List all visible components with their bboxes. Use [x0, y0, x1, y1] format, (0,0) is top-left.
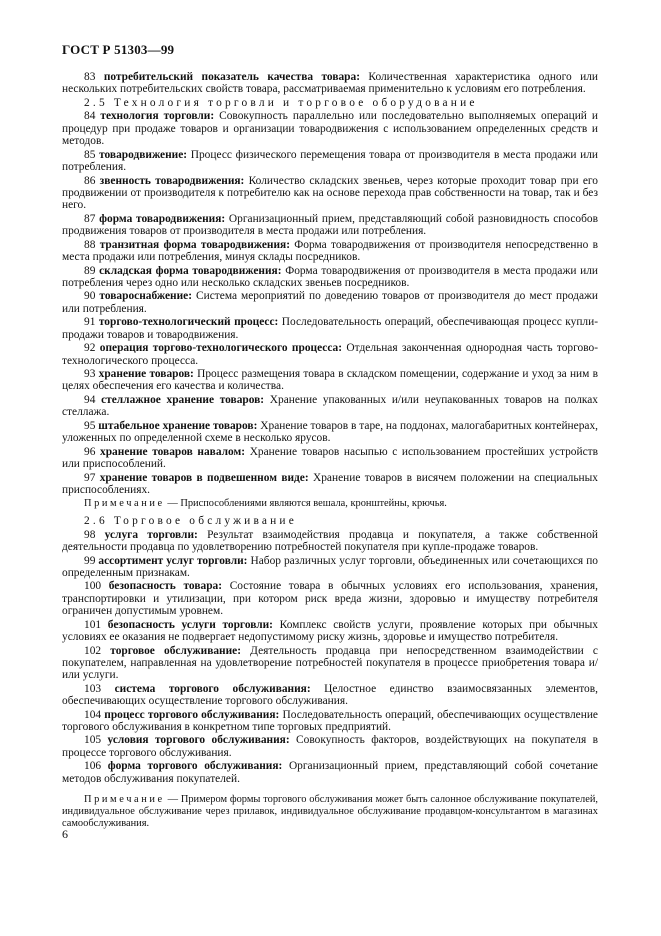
note-label: Примечание [84, 793, 165, 805]
term-definition: Система мероприятий по доведению товаров от производителя до мест продажи или потребления. [62, 290, 598, 315]
term-definition: Организационный прием, представляющий собой разновидность способов продвижения товаров от производителя в места продажи или потребления. [62, 212, 598, 238]
term-title: услуга торговли: [104, 528, 198, 541]
term-entry [62, 71, 598, 96]
term-title: технология торговли: [100, 110, 215, 123]
term-title: потребительский показатель качества товара: [103, 71, 361, 83]
term-title: складская форма товародвижения: [99, 264, 282, 277]
term-entry [62, 555, 598, 580]
term-entry [62, 316, 598, 341]
term-title: торговое обслуживание: [110, 644, 242, 657]
term-entry [62, 645, 598, 682]
term-title: безопасность товара: [108, 580, 223, 593]
term-entry [62, 239, 598, 264]
term-number: 103 [84, 682, 102, 695]
section-heading-2-6: 2.6 Торговое обслуживание [84, 515, 297, 528]
page-number: 6 [62, 827, 68, 841]
note-2 [62, 794, 598, 829]
term-number: 86 [84, 174, 96, 187]
term-definition: Организационный прием, представляющий собой сочетание методов обслуживания покупателей. [62, 760, 598, 785]
term-number: 96 [84, 445, 96, 458]
term-entry [62, 472, 598, 497]
term-entry [62, 580, 598, 617]
term-entry [62, 619, 598, 644]
term-title: операция торгово-технологического процесса: [99, 342, 343, 355]
term-title: хранение товаров: [98, 368, 194, 381]
term-number: 98 [84, 528, 96, 541]
note-text: — Примером формы торгового обслуживания может быть салонное обслуживание покупателей, индивидуальное обслуживание через прилавок, индивидуальное обслуживание продавцом-консультантом в магазинах самообслуживания. [62, 793, 598, 829]
term-number: 97 [84, 471, 96, 484]
term-title: безопасность услуги торговли: [107, 618, 273, 631]
term-definition: Отдельная законченная однородная часть торгово-технологического процесса. [62, 342, 598, 367]
term-number: 93 [84, 368, 96, 381]
entries-group-c [62, 529, 598, 785]
term-definition: Хранение упакованных и/или неупакованных товаров на полках стеллажа. [62, 393, 599, 419]
document-header: ГОСТ Р 51303—99 [62, 42, 175, 57]
term-title: штабельное хранение товаров: [98, 419, 258, 432]
term-number: 100 [84, 580, 102, 593]
term-title: форма торгового обслуживания: [107, 760, 283, 773]
term-definition: Набор различных услуг торговли, объединенных или сочетающихся по определенным признакам. [62, 554, 598, 579]
term-title: система торгового обслуживания: [114, 682, 311, 695]
term-definition: Хранение товаров насыпью с использованием простейших устройств или приспособлений. [62, 445, 598, 471]
term-entry [62, 368, 598, 393]
term-definition: Процесс физического перемещения товара от производителя в места продажи или потребления. [62, 148, 598, 173]
term-definition: Форма товародвижения от производителя в места продажи или потребления через одно или несколько складских звеньев посредников. [62, 264, 598, 289]
term-title: условия торгового обслуживания: [107, 734, 290, 747]
term-definition: Форма товародвижения от производителя непосредственно в места продажи или потребления, минуя склады посредников. [62, 238, 598, 263]
term-entry [62, 110, 598, 147]
term-definition: Деятельность продавца при непосредственном взаимодействии с покупателем, направленная на удовлетворение потребностей покупателя в процессе приобретения товара и/или услуги. [62, 644, 598, 682]
term-title: ассортимент услуг торговли: [98, 554, 248, 567]
term-number: 92 [84, 342, 96, 355]
term-number: 88 [84, 238, 96, 251]
term-title: транзитная форма товародвижения: [99, 238, 291, 251]
term-number: 99 [84, 554, 96, 567]
term-number: 89 [84, 264, 96, 277]
term-entry [62, 265, 598, 290]
term-entry [62, 342, 598, 367]
term-number: 84 [84, 110, 96, 123]
section-heading-2-5: 2.5 Технология торговли и торговое оборудование [84, 96, 478, 109]
entries-group-b [62, 110, 598, 496]
term-title: процесс торгового обслуживания: [104, 708, 280, 721]
term-definition: Последовательность операций, обеспечивающая процесс купли-продажи товаров и товародвижения. [62, 316, 598, 341]
term-number: 105 [84, 734, 102, 747]
term-entry [62, 683, 598, 708]
term-title: стеллажное хранение товаров: [101, 393, 265, 406]
term-entry [62, 734, 598, 759]
term-entry [62, 446, 598, 471]
term-number: 104 [84, 708, 102, 721]
note-label: Примечание [84, 498, 165, 510]
term-entry [62, 149, 598, 174]
term-number: 106 [84, 760, 102, 773]
term-title: товароснабжение: [99, 290, 193, 303]
term-entry [62, 420, 598, 445]
term-entry [62, 709, 598, 734]
note-1 [62, 498, 598, 510]
term-definition: Совокупность факторов, воздействующих на покупателя в процессе торгового обслуживания. [62, 734, 598, 759]
term-number: 87 [84, 212, 96, 225]
term-number: 91 [84, 316, 96, 329]
term-entry [62, 175, 598, 212]
term-number: 85 [84, 148, 96, 161]
term-number: 101 [84, 618, 102, 631]
term-entry [62, 529, 598, 554]
term-title: торгово-технологический процесс: [98, 316, 279, 329]
term-definition: Хранение товаров в таре, на поддонах, малогабаритных контейнерах, уложенных по определенной схеме в несколько ярусов. [62, 419, 598, 445]
term-number: 90 [84, 290, 96, 303]
term-number: 94 [84, 393, 96, 406]
term-entry [62, 394, 598, 419]
term-title: звенность товародвижения: [99, 174, 245, 187]
document-body [62, 71, 598, 834]
term-entry [62, 213, 598, 238]
term-definition: Последовательность операций, обеспечивающих осуществление торгового обслуживания в конкретном типе торговых предприятий. [62, 708, 598, 733]
term-entry [62, 760, 598, 785]
term-number: 95 [84, 419, 96, 432]
term-definition: Целостное единство взаимосвязанных элементов, обеспечивающих осуществление торгового обслуживания. [62, 682, 598, 707]
entries-group-a [62, 71, 598, 96]
term-title: хранение товаров в подвешенном виде: [99, 471, 309, 484]
term-title: товародвижение: [99, 148, 188, 161]
term-definition: Состояние товара в обычных условиях его использования, хранения, транспортировки и утилизации, при котором риск вреда жизни, здоровью и имуществу потребителя ограничен допустимым уровнем. [62, 580, 598, 618]
term-definition: Комплекс свойств услуги, проявление которых при обычных условиях ее оказания не подвергает недопустимому риску жизнь, здоровье и имущество потребителя. [62, 618, 598, 643]
note-text: — Приспособлениями являются вешала, кронштейны, крючья. [164, 498, 447, 510]
term-definition: Результат взаимодействия продавца и покупателя, а также собственной деятельности продавца по удовлетворению потребностей покупателя при купле-продаже товаров. [62, 528, 598, 553]
term-entry [62, 290, 598, 315]
term-definition: Количественная характеристика одного или нескольких потребительских свойств товара, рассматриваемая применительно к условиям его потребления. [62, 71, 598, 96]
term-number: 83 [84, 71, 96, 83]
term-definition: Процесс размещения товара в складском помещении, содержание и уход за ним в целях обеспечения его качества и количества. [62, 368, 598, 393]
term-definition: Совокупность параллельно или последовательно выполняемых операций и процедур при продаже товаров и организации товародвижения с использованием определенных средств и методов. [62, 110, 598, 148]
term-number: 102 [84, 644, 102, 657]
term-definition: Количество складских звеньев, через которые проходит товар при его продвижении от производителя к потребителю как на основе перехода прав собственности на товар, так и без него. [62, 174, 598, 212]
term-title: форма товародвижения: [99, 212, 226, 225]
term-title: хранение товаров навалом: [100, 445, 246, 458]
term-definition: Хранение товаров в висячем положении на специальных приспособлениях. [62, 471, 598, 496]
